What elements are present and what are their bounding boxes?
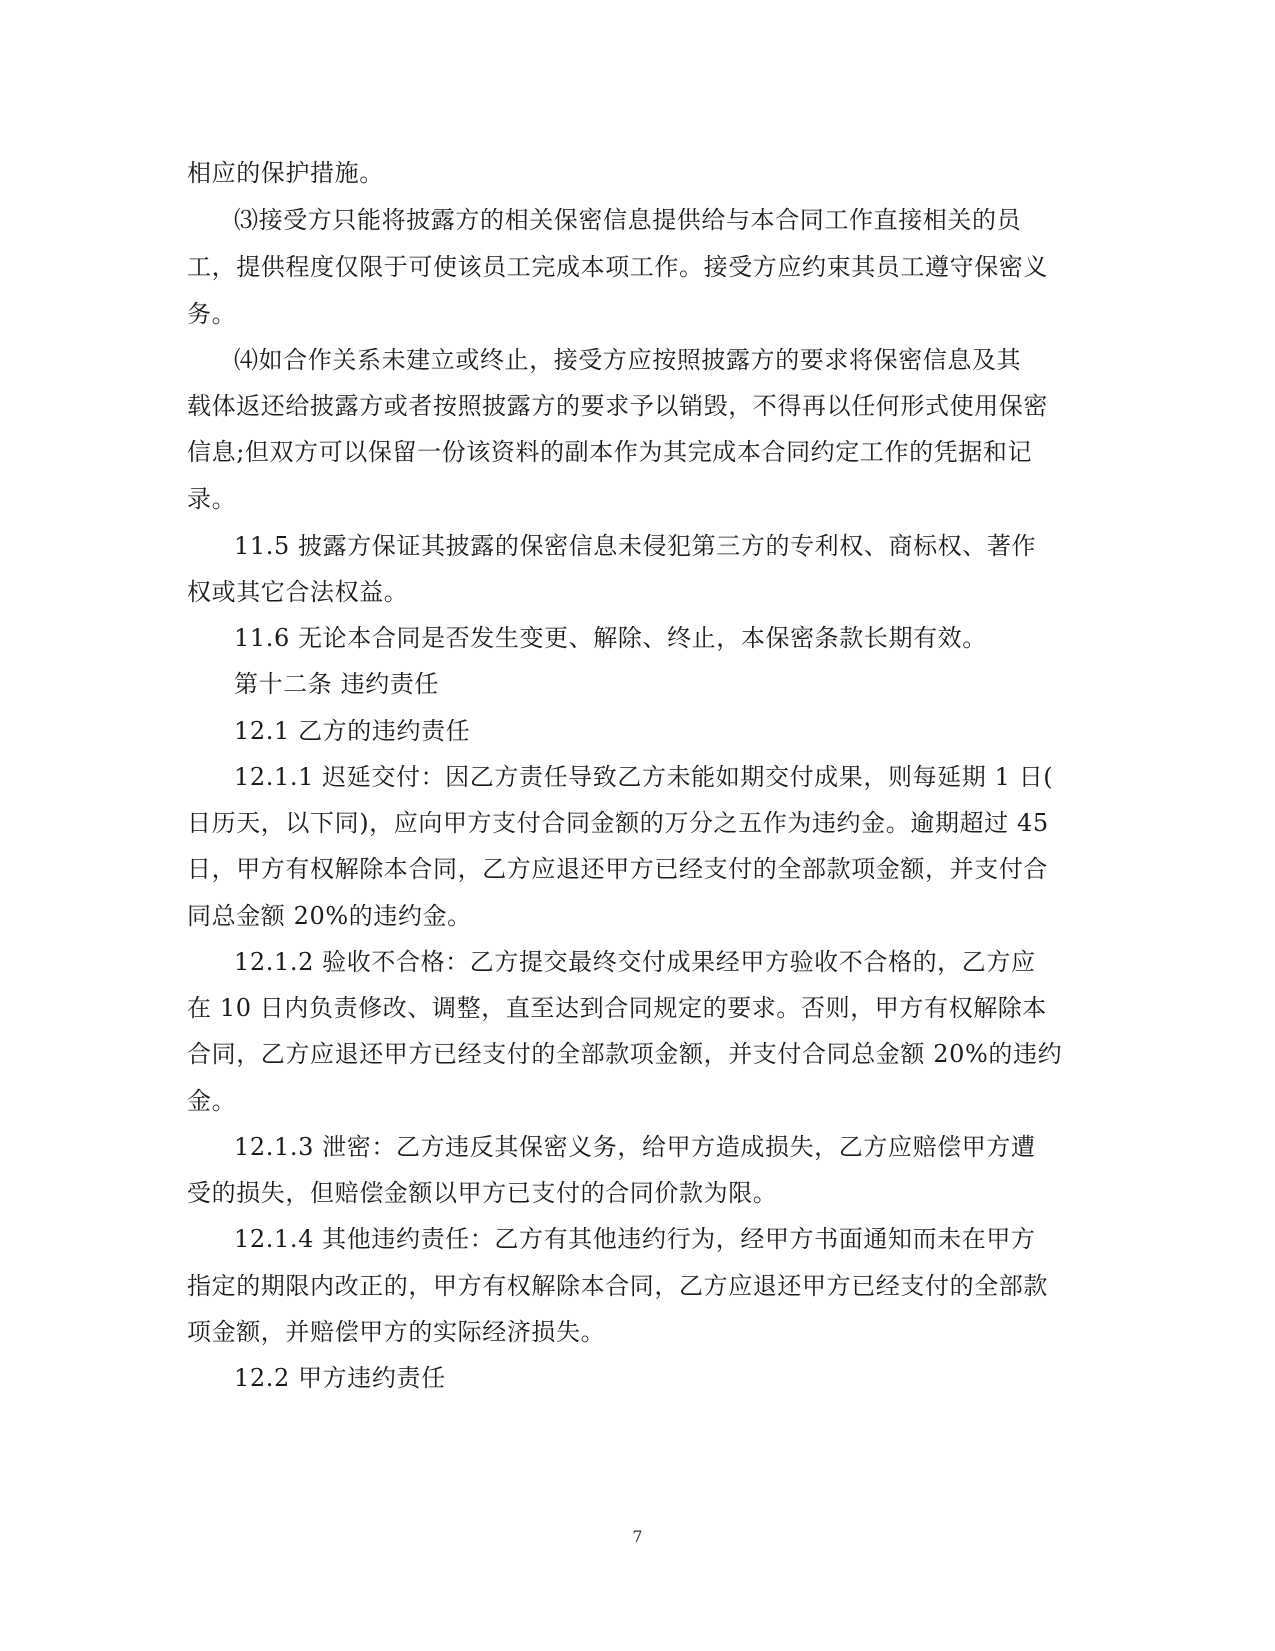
paragraph-line: 权或其它合法权益。 bbox=[187, 578, 409, 606]
paragraph-line: 受的损失，但赔偿金额以甲方已支付的合同价款为限。 bbox=[187, 1179, 778, 1207]
paragraph-line: 信息;但双方可以保留一份该资料的副本作为其完成本合同约定工作的凭据和记 bbox=[187, 438, 1033, 466]
paragraph-line: 指定的期限内改正的，甲方有权解除本合同，乙方应退还甲方已经支付的全部款 bbox=[187, 1272, 1048, 1300]
paragraph-line: 日历天，以下同)，应向甲方支付合同金额的万分之五作为违约金。逾期超过 45 bbox=[187, 809, 1049, 837]
paragraph-line: 务。 bbox=[187, 300, 237, 328]
page-number: 7 bbox=[632, 1527, 643, 1546]
paragraph-line: 11.5 披露方保证其披露的保密信息未侵犯第三方的专利权、商标权、著作 bbox=[234, 532, 1037, 560]
paragraph-line: 11.6 无论本合同是否发生变更、解除、终止，本保密条款长期有效。 bbox=[234, 624, 987, 652]
paragraph-line: 录。 bbox=[187, 485, 237, 513]
paragraph-line: 12.1.3 泄密：乙方违反其保密义务，给甲方造成损失，乙方应赔偿甲方遭 bbox=[234, 1133, 1036, 1161]
paragraph-line: 合同，乙方应退还甲方已经支付的全部款项金额，并支付合同总金额 20%的违约 bbox=[187, 1040, 1063, 1068]
paragraph-line: 同总金额 20%的违约金。 bbox=[187, 902, 472, 930]
subsection-heading: 12.1 乙方的违约责任 bbox=[234, 717, 471, 745]
paragraph-line: ⑶接受方只能将披露方的相关保密信息提供给与本合同工作直接相关的员 bbox=[234, 206, 1022, 234]
paragraph-line: 12.1.1 迟延交付：因乙方责任导致乙方未能如期交付成果，则每延期 1 日( bbox=[234, 763, 1054, 791]
paragraph-line: 12.1.2 验收不合格：乙方提交最终交付成果经甲方验收不合格的，乙方应 bbox=[234, 948, 1036, 976]
paragraph-line: 工，提供程度仅限于可使该员工完成本项工作。接受方应约束其员工遵守保密义 bbox=[187, 253, 1048, 281]
paragraph-line: 日，甲方有权解除本合同，乙方应退还甲方已经支付的全部款项金额，并支付合 bbox=[187, 855, 1048, 883]
subsection-heading: 12.2 甲方违约责任 bbox=[234, 1364, 446, 1392]
section-heading: 第十二条 违约责任 bbox=[234, 670, 440, 698]
paragraph-line: 项金额，并赔偿甲方的实际经济损失。 bbox=[187, 1318, 606, 1346]
paragraph-line: 载体返还给披露方或者按照披露方的要求予以销毁，不得再以任何形式使用保密 bbox=[187, 392, 1048, 420]
paragraph-line: ⑷如合作关系未建立或终止，接受方应按照披露方的要求将保密信息及其 bbox=[234, 346, 1022, 374]
paragraph-line: 相应的保护措施。 bbox=[187, 159, 384, 187]
paragraph-line: 12.1.4 其他违约责任：乙方有其他违约行为，经甲方书面通知而未在甲方 bbox=[234, 1225, 1036, 1253]
paragraph-line: 在 10 日内负责修改、调整，直至达到合同规定的要求。否则，甲方有权解除本 bbox=[187, 994, 1047, 1022]
paragraph-line: 金。 bbox=[187, 1087, 237, 1115]
